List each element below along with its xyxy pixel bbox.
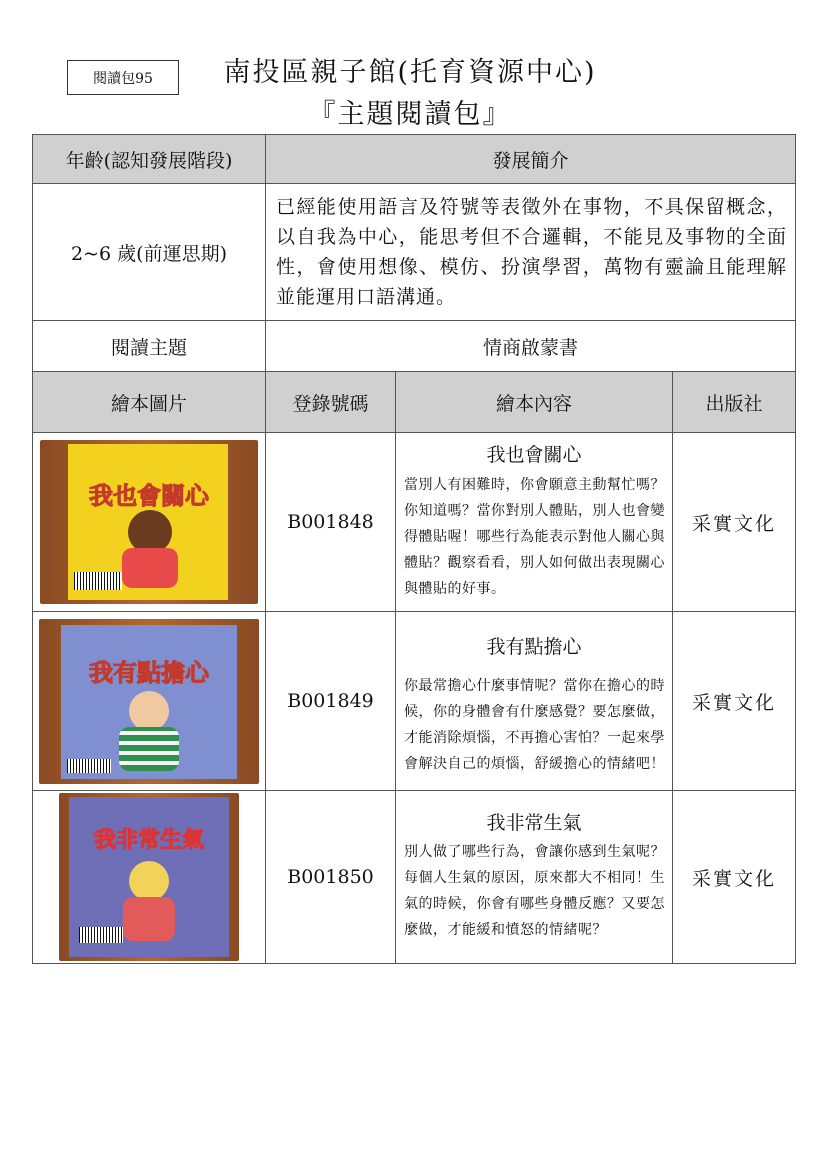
- book-content: 別人做了哪些行為，會讓你感到生氣呢？每個人生氣的原因，原來都大不相同！生氣的時候，你會有哪些身體反應？又要怎麼做，才能緩和憤怒的情緒呢？: [404, 843, 665, 938]
- pack-number-box: [67, 60, 179, 95]
- column-header-content: 繪本內容: [396, 372, 673, 433]
- book-cover-image: [39, 619, 259, 784]
- book-publisher: 采實文化: [673, 612, 796, 791]
- book-id: B001848: [266, 433, 396, 612]
- age-header: 年齡(認知發展階段): [33, 135, 266, 184]
- column-header-id: 登錄號碼: [266, 372, 396, 433]
- book-title: 我有點擔心: [486, 635, 582, 658]
- development-description: 已經能使用語言及符號等表徵外在事物，不具保留概念，以自我為中心，能思考但不合邏輯，不能見及事物的全面性，會使用想像、模仿、扮演學習，萬物有靈論且能理解並能運用口語溝通。: [266, 184, 796, 321]
- book-cover-cell: [33, 791, 266, 964]
- book-id: B001849: [266, 612, 396, 791]
- book-title: 我也會關心: [486, 443, 582, 466]
- book-cover-cell: [33, 612, 266, 791]
- book-cover-title: 我也會關心: [89, 482, 209, 510]
- book-content: 當別人有困難時，你會願意主動幫忙嗎？你知道嗎？當你對別人體貼，別人也會變得體貼喔！哪些行為能表示對他人關心與體貼？觀察看看，別人如何做出表現關心與體貼的好事。: [404, 477, 665, 597]
- column-header-publisher: 出版社: [673, 372, 796, 433]
- book-cover-title: 我非常生氣: [93, 828, 204, 853]
- book-publisher: 采實文化: [673, 791, 796, 964]
- reading-pack-table: [32, 134, 796, 964]
- book-cover-image: [59, 793, 239, 961]
- book-cover-cell: [33, 433, 266, 612]
- theme-value: 情商啟蒙書: [266, 321, 796, 372]
- book-cover-image: [40, 440, 258, 604]
- book-row: [33, 791, 796, 964]
- pack-number: 閱讀包95: [93, 70, 153, 87]
- book-title: 我非常生氣: [486, 811, 582, 834]
- book-row: [33, 612, 796, 791]
- column-header-image: 繪本圖片: [33, 372, 266, 433]
- development-header: 發展簡介: [266, 135, 796, 184]
- age-value: 2~6 歲(前運思期): [33, 184, 266, 321]
- book-id: B001850: [266, 791, 396, 964]
- book-publisher: 采實文化: [673, 433, 796, 612]
- book-row: [33, 433, 796, 612]
- book-content: 你最常擔心什麼事情呢？當你在擔心的時候，你的身體會有什麼感覺？要怎麼做，才能消除煩惱，不再擔心害怕？一起來學會解決自己的煩惱，舒緩擔心的情緒吧！: [404, 678, 665, 772]
- theme-label: 閱讀主題: [33, 321, 266, 372]
- page-subtitle: 『主題閱讀包』: [308, 99, 512, 130]
- book-cover-title: 我有點擔心: [89, 658, 209, 687]
- page-title: 南投區親子館(托育資源中心): [223, 57, 597, 88]
